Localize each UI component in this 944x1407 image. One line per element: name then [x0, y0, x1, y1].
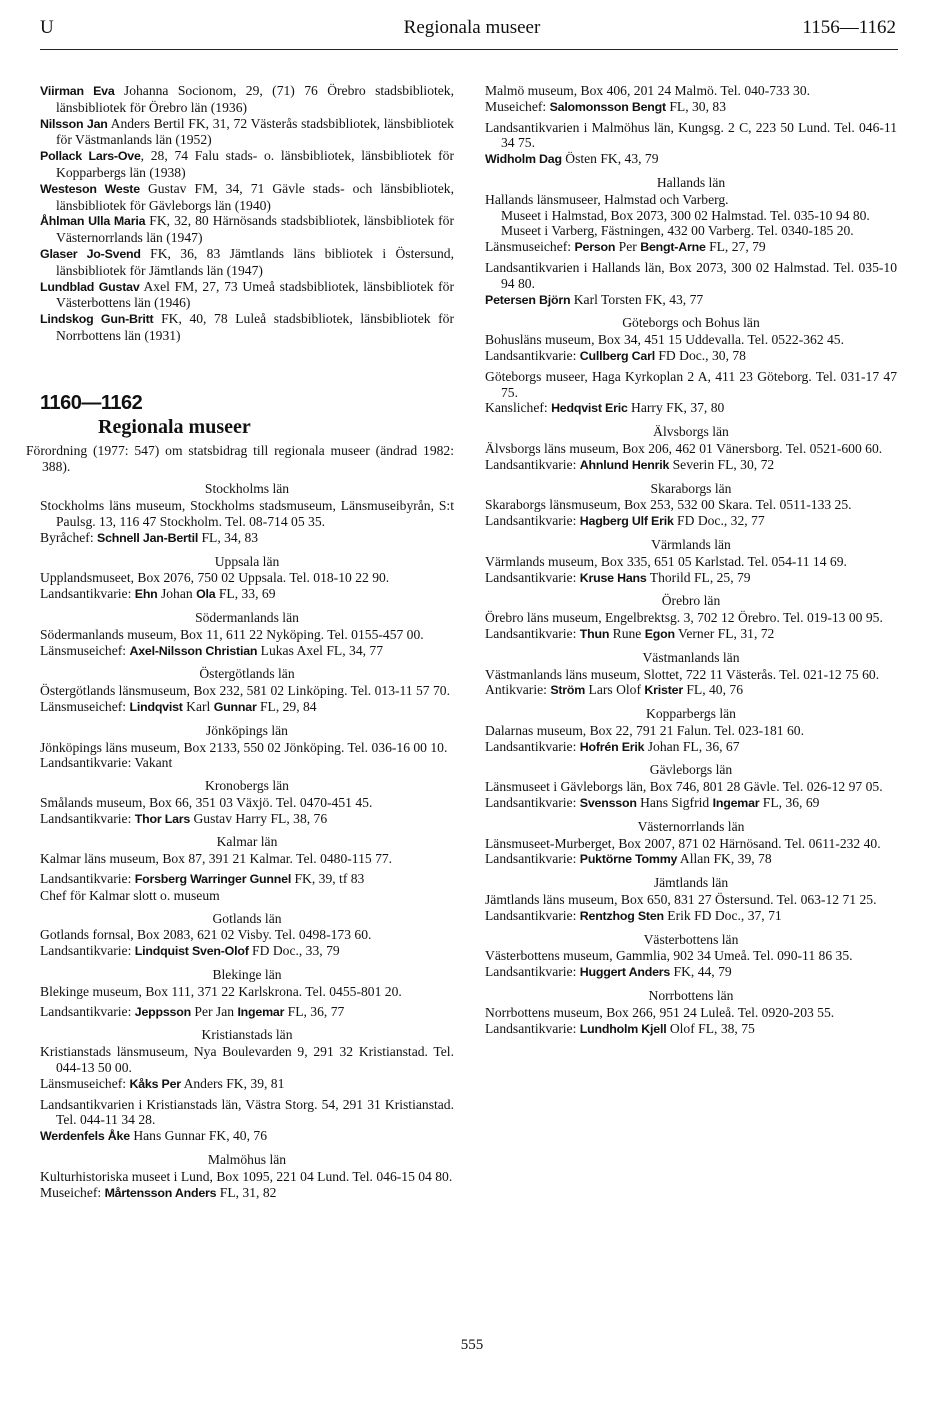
office-entry: Landsantikvarien i Malmöhus län, Kungsg. 2 C, 223 50 Lund. Tel. 046-11 34 75. [485, 119, 897, 151]
librarian-entry: Lindskog Gun-Britt FK, 40, 78 Luleå stadsbibliotek, länsbibliotek för Norrbottens län (1931) [40, 311, 454, 343]
librarian-entry: Åhlman Ulla Maria FK, 32, 80 Härnösands stadsbibliotek, länsbibliotek för Västernorrlands län (1947) [40, 213, 455, 246]
county-heading: Kronobergs län [205, 778, 289, 794]
header-entry-range: 1156—1162 [802, 17, 896, 38]
county-heading: Värmlands län [651, 536, 731, 552]
header-rule [40, 49, 898, 50]
museum-entry: Kristianstads länsmuseum, Nya Boulevarden 9, 291 32 Kristianstad. Tel. 044-13 50 00. [40, 1044, 454, 1076]
staff-entry: Länsmuseichef: Kåks Per Anders FK, 39, 81 [40, 1075, 285, 1091]
staff-entry: Petersen Björn Karl Torsten FK, 43, 77 [485, 291, 704, 307]
staff-entry: Antikvarie: Ström Lars Olof Krister FL, 40, 76 [485, 682, 743, 698]
staff-entry: Landsantikvarie: Cullberg Carl FD Doc., 30, 78 [485, 347, 746, 363]
section-title: Regionala museer [98, 415, 251, 438]
museum-entry: Hallands länsmuseer, Halmstad och Varberg. [485, 191, 729, 207]
county-heading: Kopparbergs län [646, 706, 736, 722]
staff-entry: Kanslichef: Hedqvist Eric Harry FK, 37, 80 [485, 400, 725, 416]
staff-entry: Werdenfels Åke Hans Gunnar FK, 40, 76 [40, 1128, 267, 1144]
header-section-letter: U [40, 17, 54, 38]
county-heading: Södermanlands län [195, 609, 299, 625]
office-entry: Landsantikvarien i Kristianstads län, Västra Storg. 54, 291 31 Kristianstad. Tel. 044-11 34 28. [40, 1096, 454, 1128]
staff-entry: Landsantikvarie: Kruse Hans Thorild FL, 25, 79 [485, 569, 751, 585]
page-number: 555 [460, 1337, 484, 1353]
museum-entry: Länsmuseet-Murberget, Box 2007, 871 02 Härnösand. Tel. 0611-232 40. [485, 835, 881, 851]
county-heading: Örebro län [661, 593, 721, 609]
staff-entry: Landsantikvarie: Lundholm Kjell Olof FL, 38, 75 [485, 1020, 755, 1036]
county-heading: Gotlands län [212, 910, 282, 926]
county-heading: Västerbottens län [643, 931, 739, 947]
staff-note: Chef för Kalmar slott o. museum [40, 887, 220, 903]
staff-entry: Länsmuseichef: Lindqvist Karl Gunnar FL, 29, 84 [40, 698, 317, 714]
staff-entry: Landsantikvarie: Thor Lars Gustav Harry FL, 38, 76 [40, 810, 328, 826]
county-heading: Uppsala län [214, 553, 280, 569]
county-heading: Kristianstads län [201, 1027, 293, 1043]
librarian-entry: Glaser Jo-Svend FK, 36, 83 Jämtlands läns bibliotek i Östersund, länsbibliotek för Jämtlands län (1947) [40, 245, 454, 278]
office-entry: Landsantikvarien i Hallands län, Box 2073, 300 02 Halmstad. Tel. 035-10 94 80. [485, 259, 897, 291]
museum-entry: Kalmar läns museum, Box 87, 391 21 Kalmar. Tel. 0480-115 77. [40, 851, 393, 867]
staff-entry: Landsantikvarie: Ahnlund Henrik Severin FL, 30, 72 [485, 456, 775, 472]
museum-sub-entry: Museet i Varberg, Fästningen, 432 00 Varberg. Tel. 0340-185 20. [501, 223, 854, 239]
museum-entry: Östergötlands länsmuseum, Box 232, 581 02 Linköping. Tel. 013-11 57 70. [40, 683, 450, 699]
museum-entry: Bohusläns museum, Box 34, 451 15 Uddevalla. Tel. 0522-362 45. [485, 332, 845, 348]
header-running-title: Regionala museer [403, 17, 541, 38]
museum-entry: Örebro läns museum, Engelbrektsg. 3, 702 12 Örebro. Tel. 019-13 00 95. [485, 610, 883, 626]
staff-entry: Landsantikvarie: Rentzhog Sten Erik FD Doc., 37, 71 [485, 907, 782, 923]
county-heading: Skaraborgs län [650, 480, 732, 496]
staff-entry: Landsantikvarie: Hagberg Ulf Erik FD Doc., 32, 77 [485, 513, 765, 529]
museum-entry: Dalarnas museum, Box 22, 791 21 Falun. Tel. 023-181 60. [485, 722, 804, 738]
section-number: 1160—1162 [40, 391, 143, 414]
museum-entry: Västmanlands läns museum, Slottet, 722 11 Västerås. Tel. 021-12 75 60. [485, 666, 880, 682]
museum-entry: Västerbottens museum, Gammlia, 902 34 Umeå. Tel. 090-11 86 35. [485, 948, 853, 964]
museum-entry: Kulturhistoriska museet i Lund, Box 1095, 221 04 Lund. Tel. 046-15 04 80. [40, 1168, 453, 1184]
county-heading: Blekinge län [212, 967, 282, 983]
staff-entry: Landsantikvarie: Lindquist Sven-Olof FD Doc., 33, 79 [40, 943, 340, 959]
staff-entry: Byråchef: Schnell Jan-Bertil FL, 34, 83 [40, 529, 259, 545]
museum-entry: Göteborgs museer, Haga Kyrkoplan 2 A, 411 23 Göteborg. Tel. 031-17 47 75. [485, 368, 897, 400]
county-heading: Västernorrlands län [637, 818, 745, 834]
county-heading: Kalmar län [216, 834, 278, 850]
librarian-entry: Pollack Lars-Ove, 28, 74 Falu stads- o. länsbibliotek, länsbibliotek för Kopparbergs län (1938) [40, 148, 454, 180]
staff-entry: Länsmuseichef: Person Per Bengt-Arne FL, 27, 79 [485, 239, 766, 255]
county-heading: Göteborgs och Bohus län [622, 315, 760, 331]
county-heading: Jämtlands län [653, 875, 729, 891]
staff-entry: Museichef: Salomonsson Bengt FL, 30, 83 [485, 98, 726, 114]
librarian-entry: Viirman Eva Johanna Socionom, 29, (71) 76 Örebro stadsbibliotek, länsbibliotek för Örebro län (1936) [40, 83, 454, 115]
museum-entry: Södermanlands museum, Box 11, 611 22 Nyköping. Tel. 0155-457 00. [40, 626, 424, 642]
museum-entry: Gotlands fornsal, Box 2083, 621 02 Visby. Tel. 0498-173 60. [40, 927, 372, 943]
museum-entry: Upplandsmuseet, Box 2076, 750 02 Uppsala. Tel. 018-10 22 90. [40, 570, 390, 586]
librarian-entry: Lundblad Gustav Axel FM, 27, 73 Umeå stadsbibliotek, länsbibliotek för Västerbottens län (1946) [40, 278, 454, 311]
county-heading: Hallands län [656, 174, 726, 190]
staff-entry: Widholm Dag Östen FK, 43, 79 [485, 151, 659, 167]
county-heading: Jönköpings län [206, 722, 288, 738]
ordinance-reference: Förordning (1977: 547) om statsbidrag till regionala museer (ändrad 1982: 388). [26, 442, 454, 474]
county-heading: Älvsborgs län [653, 424, 729, 440]
librarian-list [40, 83, 454, 344]
staff-entry: Landsantikvarie: Forsberg Warringer Gunnel FK, 39, tf 83 [40, 871, 365, 887]
staff-entry: Landsantikvarie: Ehn Johan Ola FL, 33, 69 [40, 586, 276, 602]
librarian-entry: Westeson Weste Gustav FM, 34, 71 Gävle stads- och länsbibliotek, länsbibliotek för Gävleborgs län (1940) [40, 180, 454, 213]
county-heading: Västmanlands län [642, 649, 740, 665]
staff-entry: Landsantikvarie: Svensson Hans Sigfrid Ingemar FL, 36, 69 [485, 795, 820, 811]
county-heading: Stockholms län [204, 481, 290, 497]
staff-entry: Landsantikvarie: Hofrén Erik Johan FL, 36, 67 [485, 738, 740, 754]
museum-entry: Smålands museum, Box 66, 351 03 Växjö. Tel. 0470-451 45. [40, 794, 373, 810]
museum-sub-entry: Museet i Halmstad, Box 2073, 300 02 Halmstad. Tel. 035-10 94 80. [501, 207, 870, 223]
county-heading: Gävleborgs län [649, 762, 733, 778]
county-heading: Malmöhus län [207, 1152, 287, 1168]
museum-entry: Stockholms läns museum, Stockholms stadsmuseum, Länsmuseibyrån, S:t Paulsg. 13, 116 47 Stockholm. Tel. 08-714 05 35. [40, 498, 454, 529]
staff-entry: Landsantikvarie: Huggert Anders FK, 44, 79 [485, 964, 732, 980]
museum-entry: Norrbottens museum, Box 266, 951 24 Luleå. Tel. 0920-203 55. [485, 1004, 835, 1020]
right-column [485, 83, 897, 1037]
staff-entry: Landsantikvarie: Puktörne Tommy Allan FK, 39, 78 [485, 851, 772, 867]
museum-entry: Älvsborgs läns museum, Box 206, 462 01 Vänersborg. Tel. 0521-600 60. [485, 440, 883, 456]
staff-entry: Länsmuseichef: Axel-Nilsson Christian Lukas Axel FL, 34, 77 [40, 642, 384, 658]
staff-entry: Museichef: Mårtensson Anders FL, 31, 82 [40, 1184, 277, 1200]
museum-entry: Länsmuseet i Gävleborgs län, Box 746, 801 28 Gävle. Tel. 026-12 97 05. [485, 779, 883, 795]
county-heading: Östergötlands län [199, 666, 295, 682]
staff-entry: Landsantikvarie: Vakant [40, 755, 173, 771]
museum-entry: Blekinge museum, Box 111, 371 22 Karlskrona. Tel. 0455-801 20. [40, 983, 402, 999]
museum-entry: Skaraborgs länsmuseum, Box 253, 532 00 Skara. Tel. 0511-133 25. [485, 497, 852, 513]
librarian-entry: Nilsson Jan Anders Bertil FK, 31, 72 Västerås stadsbibliotek, länsbibliotek för Västmanlands län (1952) [40, 115, 454, 148]
staff-entry: Landsantikvarie: Jeppsson Per Jan Ingemar FL, 36, 77 [40, 1003, 345, 1019]
left-column [26, 83, 455, 1201]
museum-entry: Malmö museum, Box 406, 201 24 Malmö. Tel. 040-733 30. [485, 83, 811, 98]
staff-entry: Landsantikvarie: Thun Rune Egon Verner FL, 31, 72 [485, 625, 775, 641]
museum-entry: Jämtlands läns museum, Box 650, 831 27 Östersund. Tel. 063-12 71 25. [485, 892, 877, 908]
museum-entry: Jönköpings läns museum, Box 2133, 550 02 Jönköping. Tel. 036-16 00 10. [40, 739, 448, 755]
county-heading: Norrbottens län [648, 988, 734, 1004]
museum-entry: Värmlands museum, Box 335, 651 05 Karlstad. Tel. 054-11 14 69. [485, 553, 847, 569]
